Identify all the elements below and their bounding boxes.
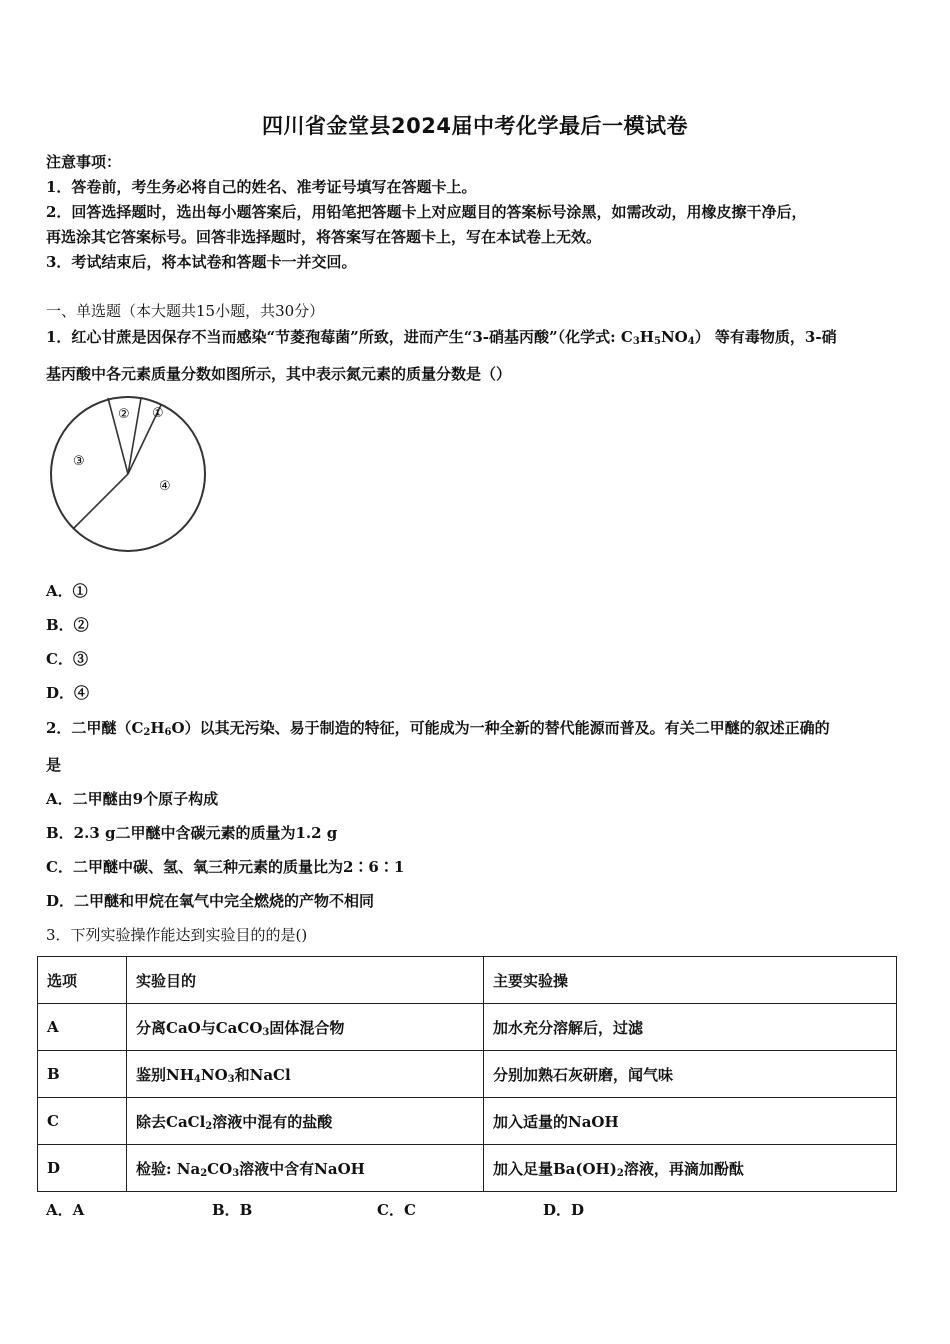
pie-label-4: ④ [159, 479, 171, 494]
q2-option-a: A．二甲醚由9个原子构成 [46, 790, 219, 808]
table-cell-option: A [38, 1004, 127, 1051]
table-header-cell: 选项 [38, 957, 127, 1004]
q3-options-table [37, 956, 897, 1192]
table-cell-operation: 加入适量的NaOH [484, 1098, 897, 1145]
table-cell-operation: 加水充分溶解后，过滤 [484, 1004, 897, 1051]
notice-heading: 注意事项： [46, 153, 122, 171]
table-cell-option: B [38, 1051, 127, 1098]
table-row [38, 1145, 897, 1192]
q2-option-b: B．2.3 g二甲醚中含碳元素的质量为1.2 g [46, 824, 338, 842]
table-cell-option: D [38, 1145, 127, 1192]
table-header-cell: 实验目的 [127, 957, 484, 1004]
notice-item-1: 1．答卷前，考生务必将自己的姓名、准考证号填写在答题卡上。 [46, 178, 477, 196]
q1-stem-line-1: 1．红心甘蔗是因保存不当而感染“节菱孢莓菌”所致，进而产生“3-硝基丙酸”（化学式: $C_3H_5NO_4$） 等有毒物质，3-硝 [46, 328, 837, 347]
table-row [38, 1004, 897, 1051]
table-row [38, 1098, 897, 1145]
table-cell-goal: 分离CaO与CaCO$_3$固体混合物 [127, 1004, 484, 1051]
table-cell-operation: 加入足量$Ba(OH)_2$溶液，再滴加酚酞 [484, 1145, 897, 1192]
q1-option-a: A．① [46, 582, 88, 600]
pie-label-1: ① [152, 406, 164, 421]
section-heading: 一、单选题（本大题共15小题，共30分） [46, 302, 325, 320]
pie-label-3: ③ [73, 454, 85, 469]
pie-divider-2 [128, 398, 141, 474]
q2-option-d: D．二甲醚和甲烷在氧气中完全燃烧的产物不相同 [46, 892, 375, 910]
table-cell-goal: 除去CaCl$_2$溶液中混有的盐酸 [127, 1098, 484, 1145]
q1-option-b: B．② [46, 616, 89, 634]
table-header-cell: 主要实验操 [484, 957, 897, 1004]
table-cell-option: C [38, 1098, 127, 1145]
q2-option-c: C．二甲醚中碳、氢、氧三种元素的质量比为2∶6∶1 [46, 858, 405, 876]
q3-answer-c: C．C [377, 1201, 416, 1219]
mass-fraction-pie-chart [46, 392, 216, 557]
q1-option-c: C．③ [46, 650, 88, 668]
q3-answer-b: B．B [212, 1201, 253, 1219]
table-cell-goal: 鉴别$NH_4NO_3$和NaCl [127, 1051, 484, 1098]
notice-item-3: 3．考试结束后，将本试卷和答题卡一并交回。 [46, 253, 357, 271]
q3-answer-d: D．D [543, 1201, 585, 1219]
table-row [38, 1051, 897, 1098]
pie-divider-4 [74, 474, 128, 528]
table-cell-goal: 检验: $Na_2CO_3$溶液中含有NaOH [127, 1145, 484, 1192]
table-header-row [38, 957, 897, 1004]
pie-label-2: ② [118, 407, 130, 422]
q2-stem-line-1: 2．二甲醚$(C_2H_6O)$以其无污染、易于制造的特征，可能成为一种全新的替代能源而普及。有关二甲醚的叙述正确的 [46, 719, 830, 738]
q3-answer-a: A．A [46, 1201, 85, 1219]
q1-option-d: D．④ [46, 684, 90, 702]
q2-stem-line-2: 是 [46, 756, 62, 774]
page-title: 四川省金堂县2024届中考化学最后一模试卷 [262, 114, 688, 138]
q1-stem-line-2: 基丙酸中各元素质量分数如图所示，其中表示氮元素的质量分数是（） [46, 365, 512, 383]
q3-stem: 3．下列实验操作能达到实验目的的是() [46, 926, 308, 944]
table-cell-operation: 分别加熟石灰研磨，闻气味 [484, 1051, 897, 1098]
notice-item-2-line-1: 2．回答选择题时，选出每小题答案后，用铅笔把答题卡上对应题目的答案标号涂黑，如需改动，用橡皮擦干净后， [46, 203, 807, 221]
notice-item-2-line-2: 再选涂其它答案标号。回答非选择题时，将答案写在答题卡上，写在本试卷上无效。 [46, 228, 602, 246]
